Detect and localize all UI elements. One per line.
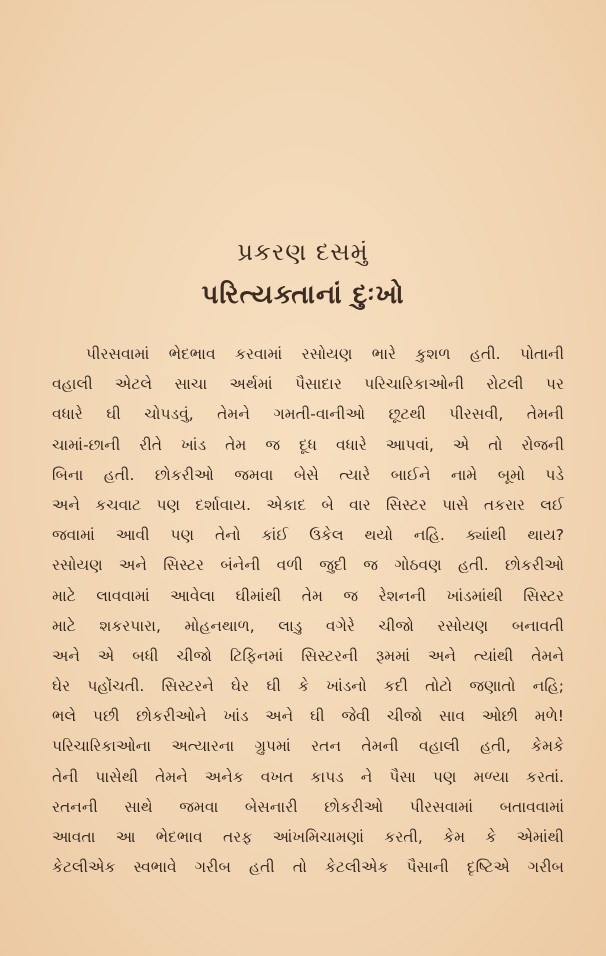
text-line: બિના હતી. છોકરીઓ જમવા બેસે ત્યારે બાઈને નામે બૂમો પડે [52, 465, 564, 484]
text-line: ઘેર પહોંચતી. સિસ્ટરને ઘેર ઘી કે ખાંડનો કદી તોટો જણાતો નહિ; [52, 677, 564, 696]
text-line: પીરસવામાં ભેદભાવ કરવામાં રસોયણ ભારે કુશળ હતી. પોતાની [86, 345, 564, 363]
text-line: વધારે ઘી ચોપડવું, તેમને ગમતી-વાનીઓ છૂટથી પીરસવી, તેમની [52, 405, 564, 424]
text-line: અને કચવાટ પણ દર્શાવાય. એકાદ બે વાર સિસ્ટર પાસે તકરાર લઈ [52, 495, 564, 514]
text-line: વહાલી એટલે સાચા અર્થમાં પૈસાદાર પરિચારિકાઓની રોટલી પર [52, 375, 564, 394]
chapter-title: પરિત્યક્તાનાં દુઃખો [201, 280, 405, 310]
body-text [52, 339, 564, 882]
text-line: અને એ બધી ચીજો ટિફિનમાં સિસ્ટરની રૂમમાં અને ત્યાંથી તેમને [52, 646, 564, 665]
text-line: પરિચારિકાઓના અત્યારના ગ્રુપમાં રતન તેમની વહાલી હતી, કેમકે [52, 737, 564, 756]
text-line: ચામાં-છાની રીતે ખાંડ તેમ જ દૂધ વધારે આપવાં, એ તો રોજની [52, 435, 564, 454]
text-line: રતનની સાથે જમવા બેસનારી છોકરીઓ પીરસવામાં બતાવવામાં [52, 797, 564, 816]
text-line: ભલે પછી છોકરીઓને ખાંડ અને ઘી જેવી ચીજો સાવ ઓછી મળે! [52, 707, 564, 726]
text-line: માટે લાવવામાં આવેલા ઘીમાંથી તેમ જ રેશનની ખાંડમાંથી સિસ્ટર [52, 586, 564, 605]
text-line: માટે શકરપારા, મોહનથાળ, લાડુ વગેરે ચીજો રસોયણ બનાવતી [52, 616, 564, 635]
text-line: કેટલીએક સ્વભાવે ગરીબ હતી તો કેટલીએક પૈસાની દૃષ્ટિએ ગરીબ [52, 858, 564, 877]
text-line: આવતા આ ભેદભાવ તરફ આંખમિચામણાં કરતી, કેમ કે એમાંથી [52, 828, 564, 846]
text-line: તેની પાસેથી તેમને અનેક વખત કાપડ ને પૈસા પણ મળ્યા કરતાં. [52, 767, 564, 786]
text-line: જવામાં આવી પણ તેનો કાંઈ ઉકેલ થયો નહિ. ક્યાંથી થાય? [52, 526, 564, 545]
text-line: રસોયણ અને સિસ્ટર બંનેની વળી જુદી જ ગોઠવણ હતી. છોકરીઓ [52, 556, 564, 575]
chapter-number: પ્રકરણ દસમું [237, 238, 369, 266]
